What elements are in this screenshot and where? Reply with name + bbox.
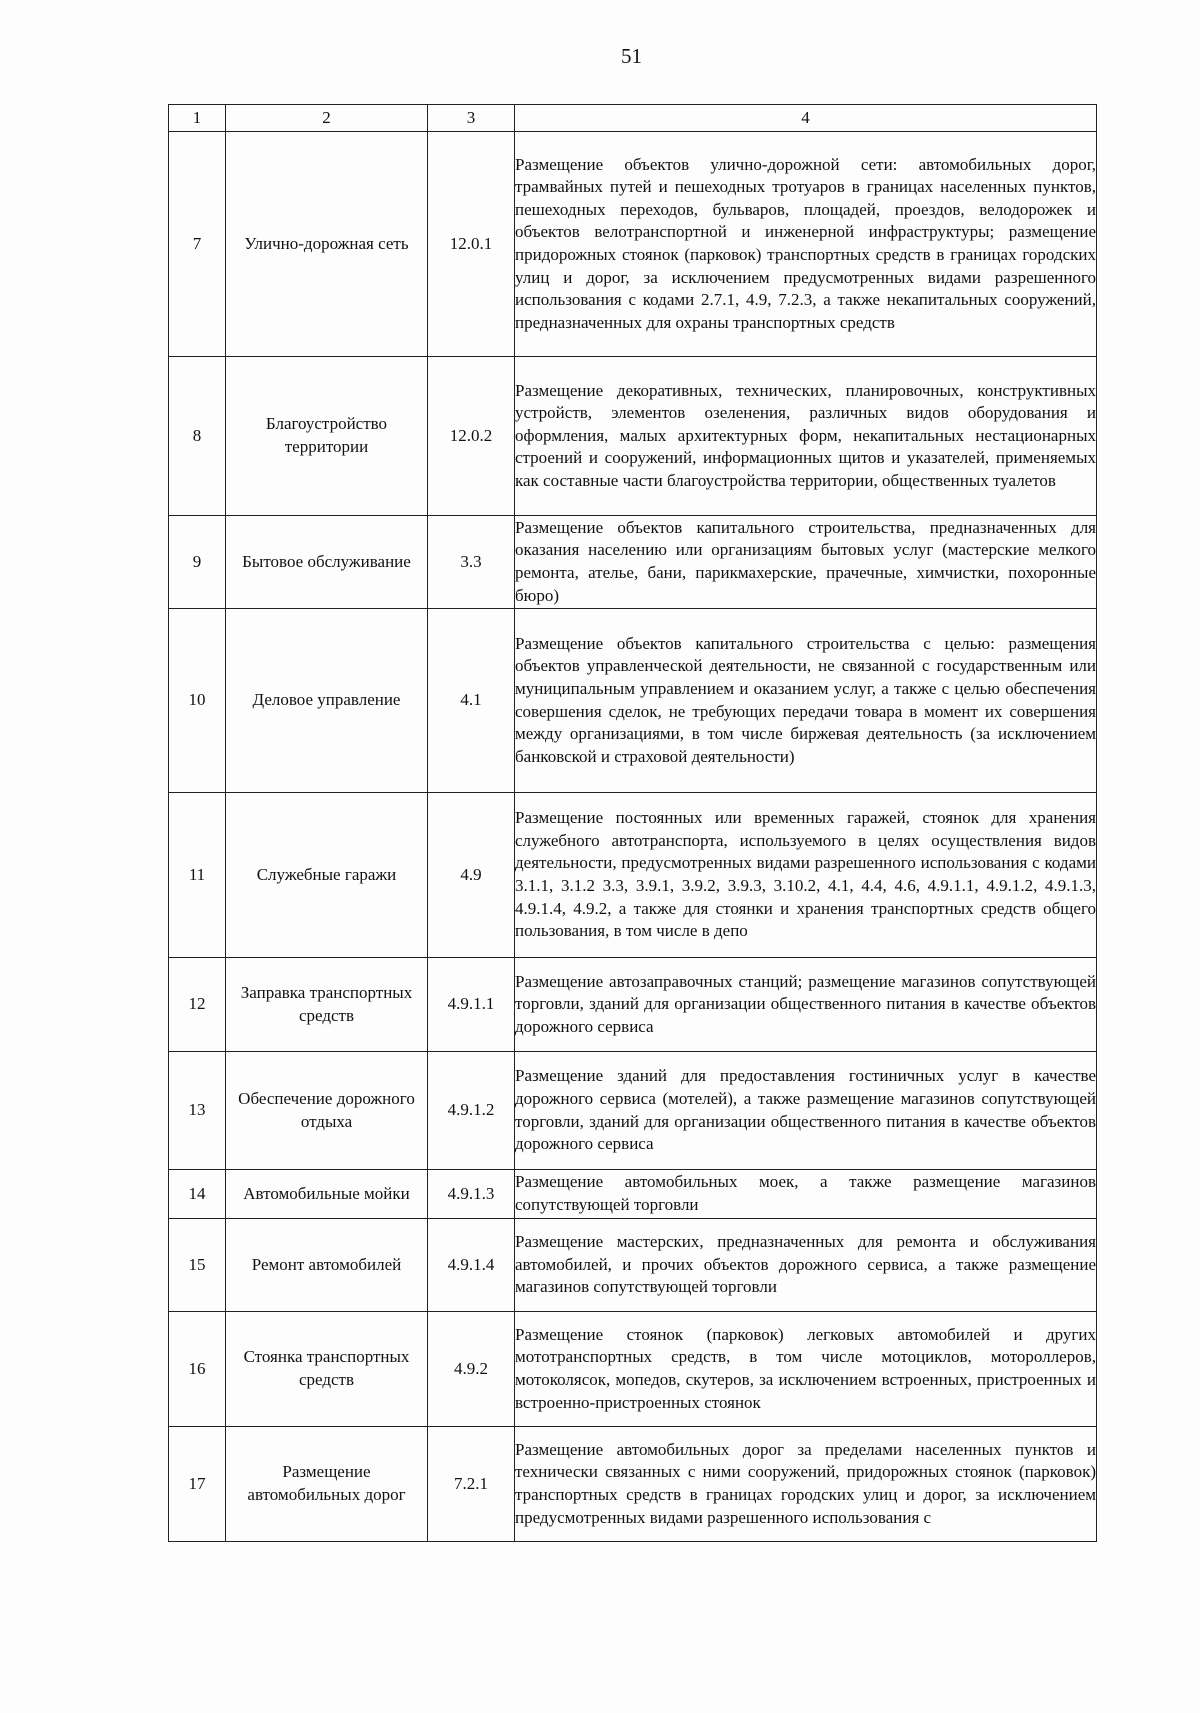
use-code: 4.9.1.3 <box>428 1170 515 1219</box>
table-row <box>169 1219 1097 1312</box>
table-row <box>169 958 1097 1052</box>
use-name: Бытовое обслуживание <box>226 516 428 609</box>
table-row <box>169 609 1097 793</box>
table-row <box>169 793 1097 958</box>
use-code: 4.9.2 <box>428 1312 515 1427</box>
page-number: 51 <box>621 44 642 68</box>
table-row <box>169 1312 1097 1427</box>
row-number: 17 <box>169 1427 226 1542</box>
row-number: 15 <box>169 1219 226 1312</box>
use-description: Размещение декоративных, технических, планировочных, конструктивных устройств, элементов озеленения, различных видов оборудования и оформления, малых архитектурных форм, некапитальных нестационарных строений и сооружений, информационных щитов и указателей, применяемых как составные части благоустройства территории, общественных туалетов <box>515 357 1097 516</box>
header-col-2: 2 <box>226 105 428 132</box>
use-name: Стоянка транспортных средств <box>226 1312 428 1427</box>
row-number: 9 <box>169 516 226 609</box>
use-description: Размещение зданий для предоставления гостиничных услуг в качестве дорожного сервиса (мотелей), а также размещение магазинов сопутствующей торговли, зданий для организации общественного питания в качестве объектов дорожного сервиса <box>515 1052 1097 1170</box>
use-name: Ремонт автомобилей <box>226 1219 428 1312</box>
row-number: 13 <box>169 1052 226 1170</box>
use-description: Размещение мастерских, предназначенных для ремонта и обслуживания автомобилей, и прочих объектов дорожного сервиса, а также размещение магазинов сопутствующей торговли <box>515 1219 1097 1312</box>
row-number: 7 <box>169 132 226 357</box>
header-col-3: 3 <box>428 105 515 132</box>
row-number: 10 <box>169 609 226 793</box>
use-description: Размещение постоянных или временных гаражей, стоянок для хранения служебного автотранспорта, используемого в целях осуществления видов деятельности, предусмотренных видами разрешенного использования с кодами 3.1.1, 3.1.2 3.3, 3.9.1, 3.9.2, 3.9.3, 3.10.2, 4.1, 4.4, 4.6, 4.9.1.1, 4.9.1.2, 4.9.1.3, 4.9.1.4, 4.9.2, а также для стоянки и хранения транспортных средств общего пользования, в том числе в депо <box>515 793 1097 958</box>
use-description: Размещение автомобильных моек, а также размещение магазинов сопутствующей торговли <box>515 1170 1097 1219</box>
use-name: Улично-дорожная сеть <box>226 132 428 357</box>
use-code: 4.1 <box>428 609 515 793</box>
table-row <box>169 132 1097 357</box>
table-row <box>169 516 1097 609</box>
use-description: Размещение автозаправочных станций; размещение магазинов сопутствующей торговли, зданий для организации общественного питания в качестве объектов дорожного сервиса <box>515 958 1097 1052</box>
use-description: Размещение автомобильных дорог за пределами населенных пунктов и технически связанных с ними сооружений, придорожных стоянок (парковок) транспортных средств в границах городских улиц и дорог, за исключением предусмотренных видами разрешенного использования с <box>515 1427 1097 1542</box>
use-code: 4.9.1.4 <box>428 1219 515 1312</box>
table-row <box>169 1170 1097 1219</box>
use-name: Размещение автомобильных дорог <box>226 1427 428 1542</box>
use-description: Размещение стоянок (парковок) легковых автомобилей и других мототранспортных средств, в том числе мотоциклов, мотороллеров, мотоколясок, мопедов, скутеров, за исключением встроенных, пристроенных и встроенно-пристроенных стоянок <box>515 1312 1097 1427</box>
use-name: Заправка транспортных средств <box>226 958 428 1052</box>
use-description: Размещение объектов улично-дорожной сети: автомобильных дорог, трамвайных путей и пешеходных тротуаров в границах населенных пунктов, пешеходных переходов, бульваров, площадей, проездов, велодорожек и объектов велотранспортной и инженерной инфраструктуры; размещение придорожных стоянок (парковок) транспортных средств в границах городских улиц и дорог, за исключением предусмотренных видами разрешенного использования с кодами 2.7.1, 4.9, 7.2.3, а также некапитальных сооружений, предназначенных для охраны транспортных средств <box>515 132 1097 357</box>
use-code: 4.9 <box>428 793 515 958</box>
use-name: Автомобильные мойки <box>226 1170 428 1219</box>
row-number: 11 <box>169 793 226 958</box>
use-code: 7.2.1 <box>428 1427 515 1542</box>
use-code: 12.0.2 <box>428 357 515 516</box>
use-code: 3.3 <box>428 516 515 609</box>
header-col-1: 1 <box>169 105 226 132</box>
use-name: Деловое управление <box>226 609 428 793</box>
use-code: 4.9.1.1 <box>428 958 515 1052</box>
table-row <box>169 357 1097 516</box>
use-code: 4.9.1.2 <box>428 1052 515 1170</box>
land-use-table <box>168 104 1097 1542</box>
table-row <box>169 1427 1097 1542</box>
row-number: 8 <box>169 357 226 516</box>
row-number: 16 <box>169 1312 226 1427</box>
use-description: Размещение объектов капитального строительства с целью: размещения объектов управленческой деятельности, не связанной с государственным или муниципальным управлением и оказанием услуг, а также с целью обеспечения совершения сделок, не требующих передачи товара в момент их совершения между организациями, в том числе биржевая деятельность (за исключением банковской и страховой деятельности) <box>515 609 1097 793</box>
table-row <box>169 1052 1097 1170</box>
use-name: Служебные гаражи <box>226 793 428 958</box>
use-name: Благоустройство территории <box>226 357 428 516</box>
use-description: Размещение объектов капитального строительства, предназначенных для оказания населению или организациям бытовых услуг (мастерские мелкого ремонта, ателье, бани, парикмахерские, прачечные, химчистки, похоронные бюро) <box>515 516 1097 609</box>
table-header-row <box>169 105 1097 132</box>
row-number: 14 <box>169 1170 226 1219</box>
use-code: 12.0.1 <box>428 132 515 357</box>
row-number: 12 <box>169 958 226 1052</box>
use-name: Обеспечение дорожного отдыха <box>226 1052 428 1170</box>
header-col-4: 4 <box>515 105 1097 132</box>
